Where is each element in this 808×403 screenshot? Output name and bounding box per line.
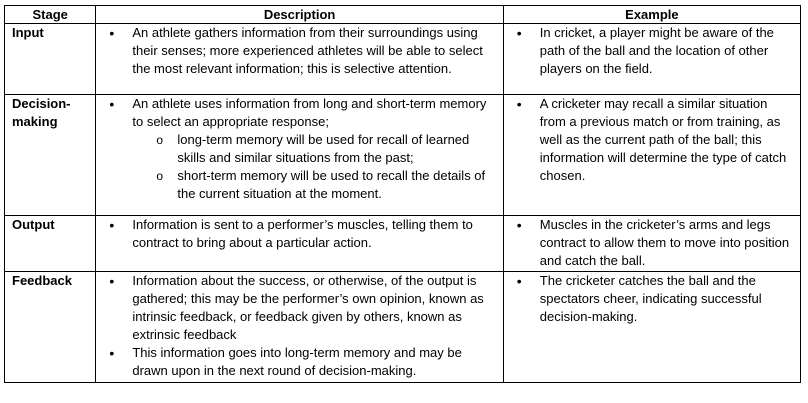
description-cell <box>96 216 503 272</box>
example-cell <box>503 272 800 383</box>
sub-list-item: o short-term memory will be used to recall the details of the current situation at the moment. <box>102 167 496 203</box>
example-cell <box>503 24 800 95</box>
table-row <box>5 216 801 272</box>
list-item: • An athlete gathers information from their surroundings using their senses; more experienced athletes will be able to select the most relevant information; this is selective attention. <box>102 24 496 78</box>
stage-cell: Feedback <box>5 272 96 383</box>
table-row <box>5 272 801 383</box>
description-list <box>102 216 496 252</box>
list-item: • The cricketer catches the ball and the spectators cheer, indicating successful decision-making. <box>510 272 794 326</box>
example-list <box>510 216 794 270</box>
header-row <box>5 6 801 24</box>
list-item: • This information goes into long-term memory and may be drawn upon in the next round of decision-making. <box>102 344 496 380</box>
example-list <box>510 272 794 326</box>
stage-cell: Input <box>5 24 96 95</box>
stage-cell: Decision-making <box>5 95 96 216</box>
list-item: • Muscles in the cricketer’s arms and legs contract to allow them to move into position and catch the ball. <box>510 216 794 270</box>
description-cell <box>96 24 503 95</box>
table-row <box>5 24 801 95</box>
list-item: • A cricketer may recall a similar situation from a previous match or from training, as well as the current path of the ball; this information will determine the type of catch chosen. <box>510 95 794 185</box>
example-list <box>510 24 794 78</box>
description-list <box>102 24 496 78</box>
description-cell <box>96 95 503 216</box>
example-cell <box>503 216 800 272</box>
header-stage: Stage <box>5 6 96 24</box>
sub-list-item: o long-term memory will be used for recall of learned skills and similar situations from the past; <box>102 131 496 167</box>
example-list <box>510 95 794 185</box>
list-item: • In cricket, a player might be aware of the path of the ball and the location of other players on the field. <box>510 24 794 78</box>
description-list <box>102 95 496 203</box>
list-item: • An athlete uses information from long and short-term memory to select an appropriate response; <box>102 95 496 131</box>
list-item: • Information about the success, or otherwise, of the output is gathered; this may be the performer’s own opinion, known as intrinsic feedback, or feedback given by others, known as extrinsic feedback <box>102 272 496 344</box>
list-item: • Information is sent to a performer’s muscles, telling them to contract to bring about a particular action. <box>102 216 496 252</box>
description-cell <box>96 272 503 383</box>
stage-cell: Output <box>5 216 96 272</box>
stages-table <box>4 5 801 383</box>
table-row <box>5 95 801 216</box>
description-list <box>102 272 496 380</box>
header-example: Example <box>503 6 800 24</box>
header-description: Description <box>96 6 503 24</box>
example-cell <box>503 95 800 216</box>
